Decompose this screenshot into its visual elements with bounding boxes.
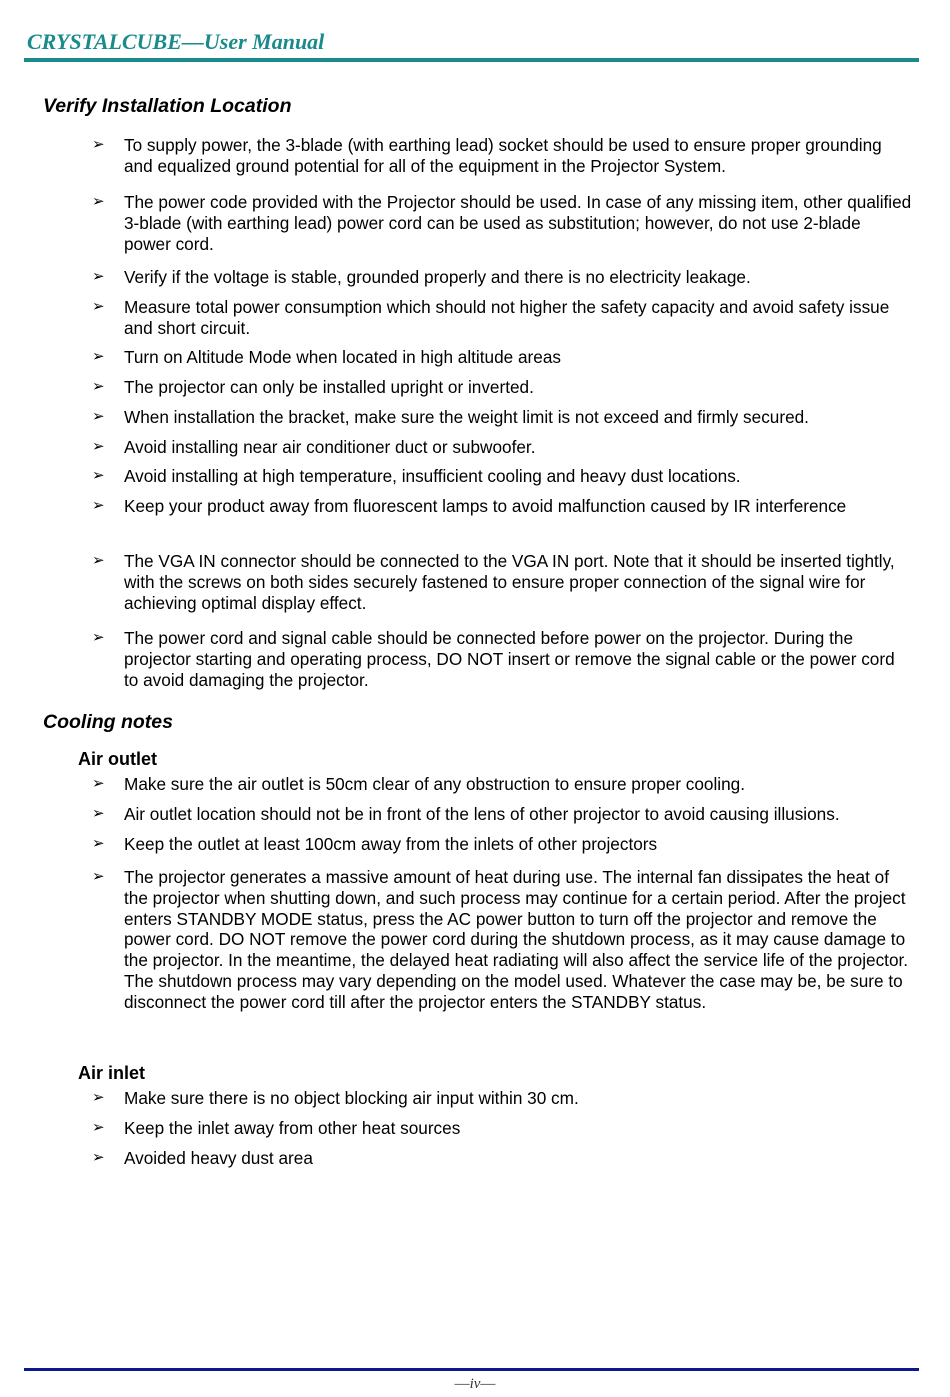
list-item-text: The projector generates a massive amount of heat during use. The internal fan dissipates the heat of the projector when shutting down, and such process may continue for a certain period. After the project enters STANDBY MODE status, press the AC power button to turn off the projector and remove the power cord. DO NOT remove the power cord during the shutdown process, as it may cause damage to the projector. In the meantime, the delayed heat radiating will also affect the service life of the projector. The shutdown process may vary depending on the model used. Whatever the case may be, be sure to disconnect the power cord till after the projector enters the STANDBY status. — [124, 867, 909, 1012]
header-divider — [24, 58, 919, 62]
arrow-bullet-icon: ➢ — [92, 348, 105, 365]
list-item — [92, 774, 912, 795]
list-item — [92, 867, 912, 1013]
list-item — [92, 135, 912, 177]
header-title: CRYSTALCUBE—User Manual — [27, 29, 325, 54]
list-item-text: Avoid installing near air conditioner duct or subwoofer. — [124, 437, 536, 457]
arrow-bullet-icon: ➢ — [92, 467, 105, 484]
list-item-text: The projector can only be installed upright or inverted. — [124, 377, 534, 397]
list-item-text: To supply power, the 3-blade (with earthing lead) socket should be used to ensure proper grounding and equalized ground potential for all of the equipment in the Projector System. — [124, 135, 882, 176]
list-item-text: Measure total power consumption which should not higher the safety capacity and avoid safety issue and short circuit. — [124, 297, 890, 338]
list-item — [92, 1088, 912, 1109]
list-item-text: Verify if the voltage is stable, grounded properly and there is no electricity leakage. — [124, 267, 751, 287]
arrow-bullet-icon: ➢ — [92, 298, 105, 315]
section-heading: Verify Installation Location — [43, 95, 292, 117]
subsection-heading: Air inlet — [78, 1063, 146, 1083]
arrow-bullet-icon: ➢ — [92, 805, 105, 822]
list-item-text: The power code provided with the Projector should be used. In case of any missing item, other qualified 3-blade (with earthing lead) power cord can be used as substitution; however, do not use 2-blade power cord. — [124, 192, 912, 254]
list-item-text: The VGA IN connector should be connected to the VGA IN port. Note that it should be inserted tightly, with the screws on both sides securely fastened to ensure proper connection of the signal wire for achieving optimal display effect. — [124, 551, 895, 613]
list-item — [92, 496, 912, 517]
arrow-bullet-icon: ➢ — [92, 552, 105, 569]
arrow-bullet-icon: ➢ — [92, 775, 105, 792]
list-item — [92, 628, 912, 690]
list-item — [92, 437, 912, 458]
list-item-text: The power cord and signal cable should be connected before power on the projector. During the projector starting and operating process, DO NOT insert or remove the signal cable or the power cord to avoid damaging the projector. — [124, 628, 895, 690]
arrow-bullet-icon: ➢ — [92, 268, 105, 285]
list-item-text: Make sure the air outlet is 50cm clear of any obstruction to ensure proper cooling. — [124, 774, 745, 794]
arrow-bullet-icon: ➢ — [92, 136, 105, 153]
list-item-text: Make sure there is no object blocking air input within 30 cm. — [124, 1088, 579, 1108]
list-item — [92, 1148, 912, 1169]
arrow-bullet-icon: ➢ — [92, 629, 105, 646]
arrow-bullet-icon: ➢ — [92, 438, 105, 455]
page-number: —iv— — [454, 1376, 496, 1392]
list-item-text: Keep your product away from fluorescent lamps to avoid malfunction caused by IR interference — [124, 496, 847, 516]
arrow-bullet-icon: ➢ — [92, 378, 105, 395]
list-item-text: Avoid installing at high temperature, insufficient cooling and heavy dust locations. — [124, 466, 741, 486]
list-item — [92, 267, 912, 288]
list-item — [92, 834, 912, 855]
list-item — [92, 551, 912, 613]
arrow-bullet-icon: ➢ — [92, 408, 105, 425]
section-heading: Cooling notes — [43, 711, 173, 733]
arrow-bullet-icon: ➢ — [92, 497, 105, 514]
subsection-heading: Air outlet — [78, 749, 157, 769]
list-item-text: Turn on Altitude Mode when located in high altitude areas — [124, 347, 561, 367]
list-item — [92, 297, 912, 339]
list-item-text: Avoided heavy dust area — [124, 1148, 313, 1168]
list-item — [92, 192, 912, 254]
list-item — [92, 1118, 912, 1139]
list-item — [92, 377, 912, 398]
arrow-bullet-icon: ➢ — [92, 193, 105, 210]
arrow-bullet-icon: ➢ — [92, 1149, 105, 1166]
list-item — [92, 407, 912, 428]
list-item — [92, 804, 912, 825]
list-item-text: Keep the outlet at least 100cm away from the inlets of other projectors — [124, 834, 658, 854]
arrow-bullet-icon: ➢ — [92, 835, 105, 852]
list-item — [92, 347, 912, 368]
list-item — [92, 466, 912, 487]
arrow-bullet-icon: ➢ — [92, 1119, 105, 1136]
footer-divider — [24, 1368, 919, 1371]
arrow-bullet-icon: ➢ — [92, 1089, 105, 1106]
list-item-text: Keep the inlet away from other heat sources — [124, 1118, 461, 1138]
list-item-text: When installation the bracket, make sure the weight limit is not exceed and firmly secured. — [124, 407, 809, 427]
list-item-text: Air outlet location should not be in front of the lens of other projector to avoid causing illusions. — [124, 804, 840, 824]
arrow-bullet-icon: ➢ — [92, 868, 105, 885]
